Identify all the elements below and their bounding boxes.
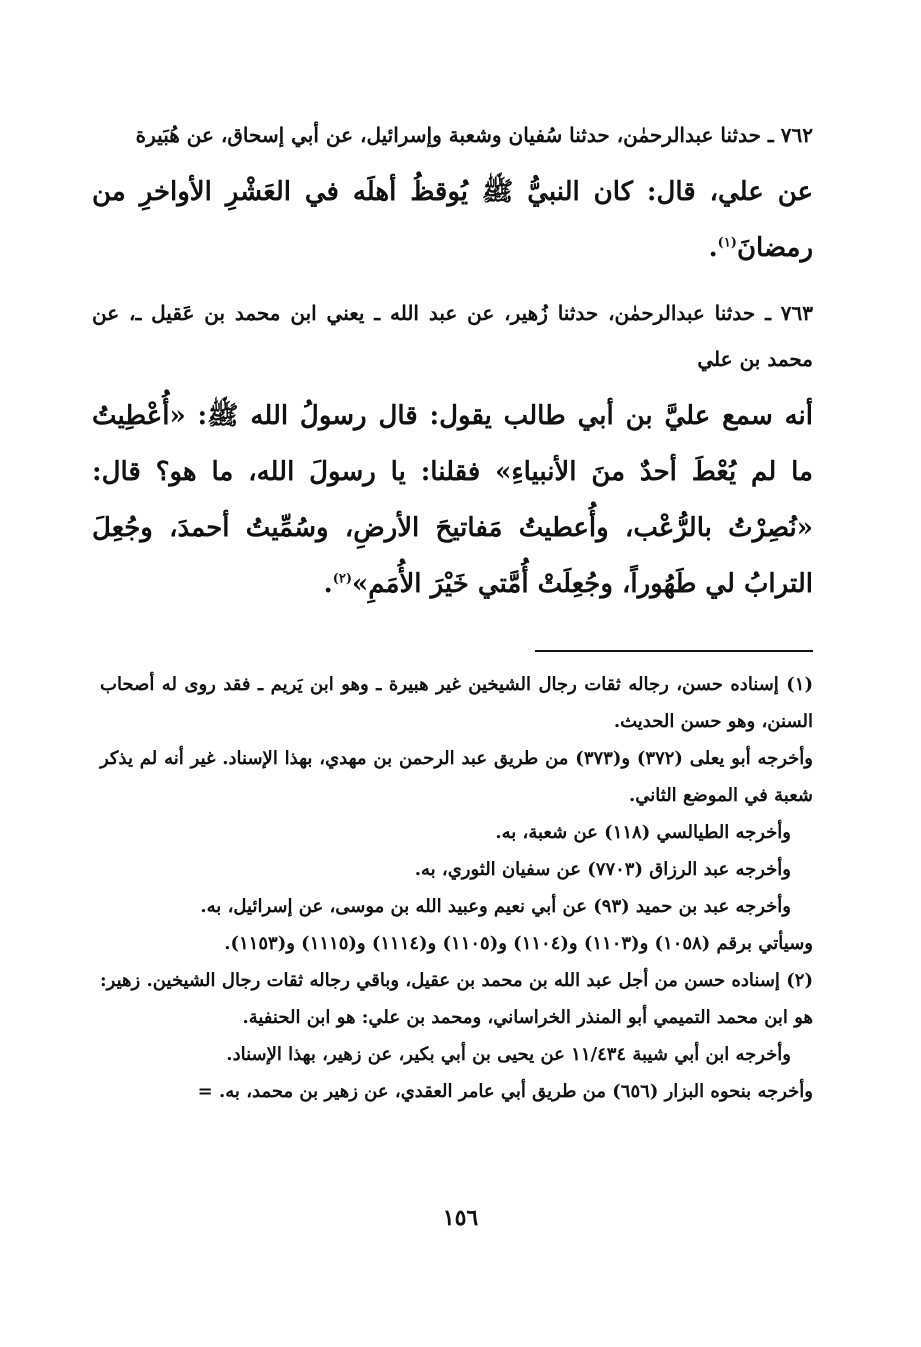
footnote-paragraph: وسيأتي برقم (١٠٥٨) و(١١٠٣) و(١١٠٤) و(١١٠٥) و(١١١٤) و(١١١٥) و(١١٥٣). [224, 933, 813, 954]
page-number: ١٥٦ [442, 1205, 479, 1231]
footnote-1: (١) إسناده حسن، رجاله ثقات رجال الشيخين غير هبيرة ـ وهو ابن يَريم ـ فقد روى له أصحاب السنن، وهو حسن الحديث. [100, 674, 813, 732]
hadith-763 [92, 290, 813, 612]
main-text [92, 112, 813, 626]
footnote-divider [535, 650, 813, 652]
footnote-ref[interactable]: (٢) [332, 571, 352, 587]
hadith-matn [92, 164, 813, 276]
footnote-ref[interactable]: (١) [717, 235, 737, 251]
hadith-762 [92, 112, 813, 276]
footnote-paragraph: وأخرجه عبد بن حميد (٩٣) عن أبي نعيم وعبيد الله بن موسى، عن إسرائيل، به. [200, 896, 791, 917]
hadith-matn-text: أنه سمع عليَّ بن أبي طالب يقول: قال رسولُ الله ﷺ: «أُعْطِيتُ ما لم يُعْطَ أحدٌ منَ الأنبياءِ» فقلنا: يا رسولَ الله، ما هو؟ قال: «نُصِرْتُ بالرُّعْب، وأُعطيتُ مَفاتيحَ الأرضِ، وسُمِّيتُ أحمدَ، وجُعِلَ الترابُ لي طَهُوراً، وجُعِلَتْ أُمَّتي خَيْرَ الأُمَمِ» [92, 401, 813, 599]
footnote-paragraph: وأخرجه عبد الرزاق (٧٧٠٣) عن سفيان الثوري، به. [414, 859, 791, 880]
footnotes [100, 666, 813, 1110]
matn-tail: . [323, 569, 333, 599]
matn-tail: . [708, 233, 718, 263]
hadith-matn [92, 388, 813, 612]
hadith-isnad: ٧٦٣ ـ حدثنا عبدالرحمٰن، حدثنا زُهير، عن عبد الله ـ يعني ابن محمد بن عَقيل ـ، عن محمد بن علي [92, 301, 813, 371]
footnote-2: (٢) إسناده حسن من أجل عبد الله بن محمد بن عقيل، وباقي رجاله ثقات رجال الشيخين. زهير: هو ابن محمد التميمي أبو المنذر الخراساني، ومحمد بن علي: هو ابن الحنفية. [100, 970, 813, 1028]
footnote-paragraph: وأخرجه أبو يعلى (٣٧٢) و(٣٧٣) من طريق عبد الرحمن بن مهدي، بهذا الإسناد. غير أنه لم يذكر شعبة في الموضع الثاني. [100, 748, 813, 806]
footnote-paragraph: وأخرجه بنحوه البزار (٦٥٦) من طريق أبي عامر العقدي، عن زهير بن محمد، به. = [197, 1081, 813, 1102]
hadith-isnad: ٧٦٢ ـ حدثنا عبدالرحمٰن، حدثنا سُفيان وشعبة وإسرائيل، عن أبي إسحاق، عن هُبَيرة [135, 123, 813, 147]
hadith-matn-text: عن علي، قال: كان النبيُّ ﷺ يُوقظُ أهلَه في العَشْرِ الأواخرِ من رمضانَ [92, 177, 813, 263]
footnote-paragraph: وأخرجه الطيالسي (١١٨) عن شعبة، به. [495, 822, 791, 843]
footnote-paragraph: وأخرجه ابن أبي شيبة ١١/٤٣٤ عن يحيى بن أبي بكير، عن زهير، بهذا الإسناد. [226, 1044, 791, 1065]
